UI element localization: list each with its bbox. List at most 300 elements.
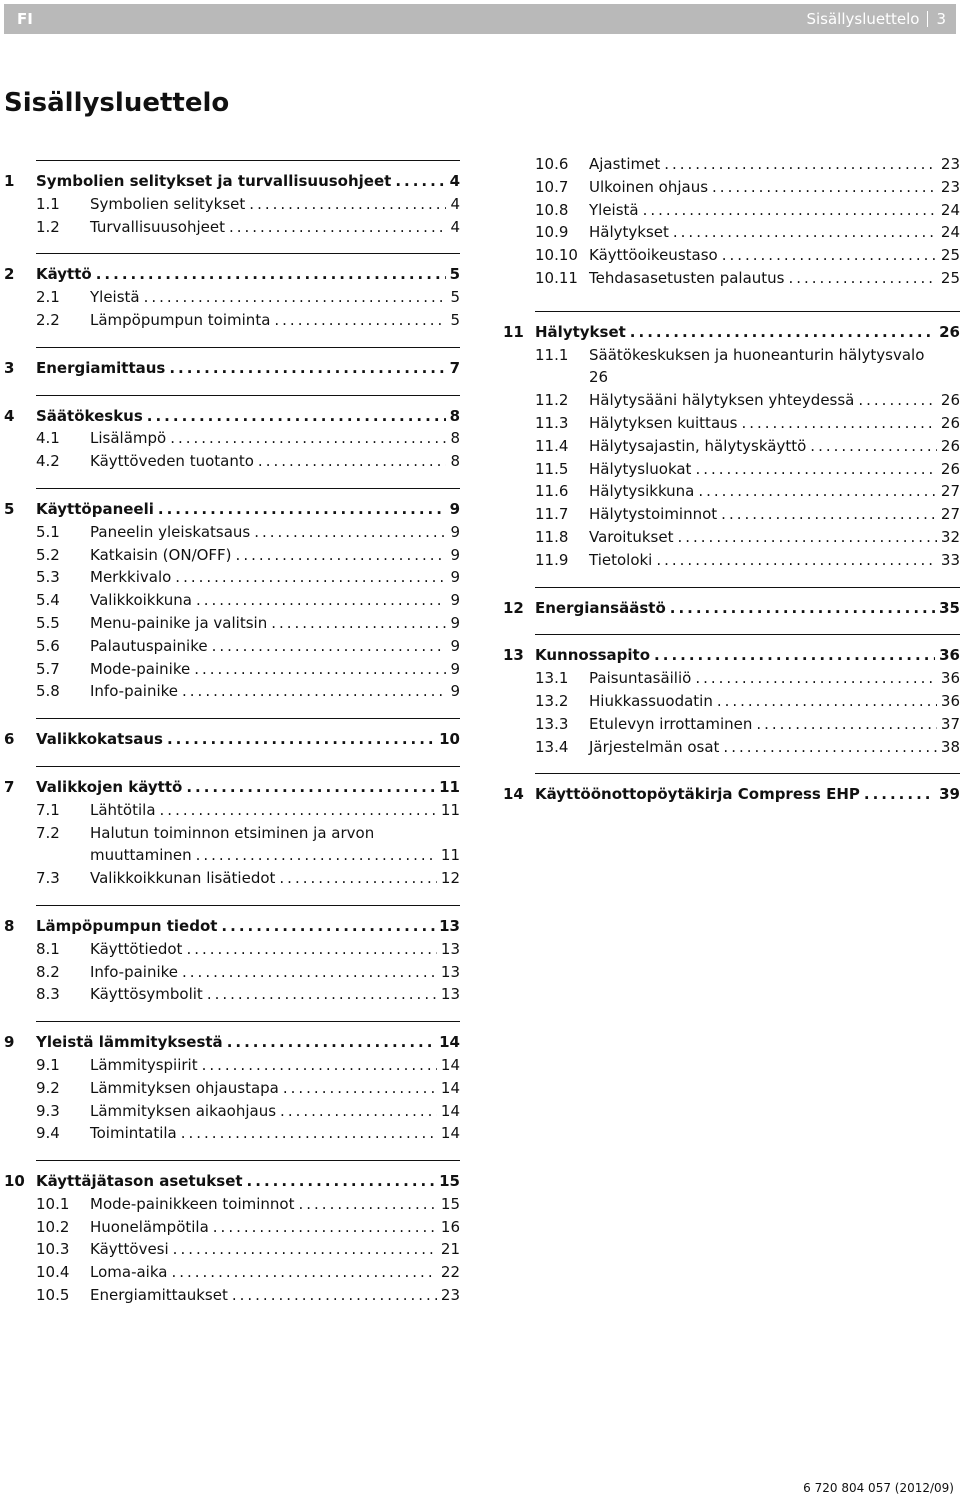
toc-title: Järjestelmän osat: [589, 737, 720, 756]
toc-number: 9.2: [36, 1078, 60, 1097]
toc-number: 11.6: [535, 482, 569, 501]
toc-title: Etulevyn irrottaminen: [589, 714, 753, 733]
toc-section-row[interactable]: [4, 635, 460, 658]
toc-page-number: 24: [940, 223, 960, 242]
toc-chapter-row[interactable]: [503, 321, 960, 344]
toc-section-row[interactable]: [4, 1261, 460, 1284]
toc-number: 5.3: [36, 568, 60, 587]
toc-title: Huonelämpötila: [90, 1217, 209, 1236]
toc-leader-dots: [247, 1170, 436, 1193]
toc-number: 4: [4, 406, 15, 425]
toc-number: 4.2: [36, 452, 60, 471]
toc-page-number: 13: [440, 962, 460, 981]
toc-title: Säätökeskus: [36, 406, 143, 425]
document-number: 6 720 804 057 (2012/09): [803, 1481, 954, 1495]
toc-leader-dots: [194, 658, 446, 681]
toc-page-number: 25: [940, 268, 960, 287]
toc-title: Käyttäjätason asetukset: [36, 1172, 243, 1191]
toc-section-row[interactable]: [503, 736, 960, 759]
toc-chapter-row[interactable]: [4, 357, 460, 380]
toc-leader-dots: [212, 635, 447, 658]
toc-leader-dots: [664, 153, 937, 176]
toc-number: 13: [503, 646, 524, 665]
toc-section-row[interactable]: [4, 1077, 460, 1100]
toc-leader-dots: [249, 193, 446, 216]
toc-section-row[interactable]: [4, 286, 460, 309]
toc-page-number: 9: [450, 545, 460, 564]
toc-leader-dots: [643, 199, 937, 222]
toc-page-number: 26: [940, 413, 960, 432]
toc-leader-dots: [181, 1122, 437, 1145]
toc-chapter-row[interactable]: [503, 783, 960, 806]
toc-leader-dots: [182, 961, 437, 984]
toc-title: Lämmityksen aikaohjaus: [90, 1101, 277, 1120]
toc-page-number: 8: [449, 406, 460, 425]
toc-title: Ajastimet: [589, 155, 661, 173]
page-title: Sisällysluettelo: [4, 88, 230, 118]
toc-chapter: [503, 634, 960, 758]
toc-page-number: 15: [440, 1194, 460, 1213]
toc-page-number: 25: [940, 246, 960, 265]
toc-chapter-row[interactable]: [4, 405, 460, 428]
toc-page-number: 5: [449, 265, 460, 284]
toc-number: 9: [4, 1033, 15, 1052]
toc-page-number: 10: [439, 730, 460, 749]
toc-title: Hälytysajastin, hälytyskäyttö: [589, 436, 807, 455]
toc-leader-dots: [723, 736, 936, 759]
toc-chapter-row[interactable]: [4, 776, 460, 799]
toc-chapter: [4, 395, 460, 473]
toc-title: Paneelin yleiskatsaus: [90, 522, 251, 541]
toc-number: 5.1: [36, 522, 60, 541]
toc-title: Toimintatila: [90, 1124, 177, 1143]
toc-leader-dots: [170, 427, 446, 450]
toc-section-row[interactable]: [503, 389, 960, 412]
toc-chapter: [4, 488, 460, 703]
toc-page-number: 9: [450, 591, 460, 610]
toc-title: Yleistä: [90, 288, 140, 307]
toc-section-row[interactable]: [503, 435, 960, 458]
toc-number: 10.6: [535, 155, 569, 173]
toc-section-row[interactable]: [4, 1100, 460, 1123]
toc-leader-dots: [167, 728, 435, 751]
toc-section-row[interactable]: [4, 1238, 460, 1261]
toc-leader-dots: [160, 799, 437, 822]
toc-number: 3: [4, 358, 15, 377]
toc-number: 5.2: [36, 545, 60, 564]
toc-page-number: 9: [450, 522, 460, 541]
toc-title: Säätökeskuksen ja huoneanturin hälytysvalo: [589, 345, 925, 364]
toc-title: Yleistä: [589, 200, 639, 219]
toc-section-row[interactable]: [503, 549, 960, 572]
toc-page-number: 39: [939, 785, 960, 804]
toc-leader-dots: [756, 713, 937, 736]
toc-title: Hälytykset: [535, 322, 626, 341]
toc-number: 7.1: [36, 800, 60, 819]
toc-title: Valikkokatsaus: [36, 730, 163, 749]
toc-page-number: 4: [450, 217, 460, 236]
toc-title: Katkaisin (ON/OFF): [90, 545, 232, 564]
toc-title: Yleistä lämmityksestä: [36, 1033, 223, 1052]
toc-chapter-row[interactable]: [4, 1170, 460, 1193]
toc-title: Loma-aika: [90, 1263, 168, 1282]
toc-section-row[interactable]: [503, 667, 960, 690]
toc-leader-dots: [717, 690, 937, 713]
toc-leader-dots: [254, 521, 446, 544]
toc-title: Kunnossapito: [535, 646, 651, 665]
toc-title: Käyttöoikeustaso: [589, 246, 718, 265]
toc-leader-dots: [147, 405, 446, 428]
header-right: [806, 10, 946, 28]
toc-page-number: 14: [440, 1055, 460, 1074]
toc-page-number: 15: [439, 1172, 460, 1191]
toc-page-number: 4: [450, 194, 460, 213]
toc-chapter-row[interactable]: [4, 170, 460, 193]
toc-title: 26: [589, 368, 609, 387]
toc-number: 8.1: [36, 939, 60, 958]
toc-section-row[interactable]: [4, 1054, 460, 1077]
toc-page-number: 9: [450, 613, 460, 632]
toc-number: 11: [503, 322, 524, 341]
toc-page-number: 8: [450, 429, 460, 448]
toc-title: Energiansäästö: [535, 598, 666, 617]
toc-page-number: 13: [440, 939, 460, 958]
toc-chapter-row[interactable]: [4, 263, 460, 286]
toc-page-number: 9: [450, 682, 460, 701]
toc-title: Tehdasasetusten palautus: [589, 268, 785, 287]
header-page-number: 3: [936, 10, 946, 28]
toc-leader-dots: [236, 544, 447, 567]
toc-chapter-row[interactable]: [4, 728, 460, 751]
toc-number: 7.2: [36, 823, 60, 842]
toc-page-number: 5: [450, 288, 460, 307]
toc-leader-dots: [227, 1031, 435, 1054]
toc-title: Käyttövesi: [90, 1240, 169, 1259]
toc-page-number: 26: [940, 459, 960, 478]
toc-page-number: 26: [940, 436, 960, 455]
toc-section-row[interactable]: [503, 176, 960, 199]
toc-leader-dots: [169, 357, 445, 380]
toc-chapter: [4, 1021, 460, 1145]
toc-number: 11.5: [535, 459, 569, 478]
toc-leader-dots: [229, 216, 446, 239]
toc-leader-dots: [271, 612, 446, 635]
toc-section-row[interactable]: [4, 309, 460, 332]
toc-leader-dots: [186, 776, 435, 799]
toc-title: Merkkivalo: [90, 568, 172, 587]
toc-page-number: 5: [450, 310, 460, 329]
toc-number: 9.1: [36, 1055, 60, 1074]
toc-page-number: 14: [439, 1033, 460, 1052]
toc-section-row[interactable]: [503, 221, 960, 244]
toc-title: Energiamittaukset: [90, 1286, 228, 1305]
toc-right-column: [503, 153, 960, 806]
toc-number: 9.4: [36, 1124, 60, 1143]
toc-number: 1.1: [36, 194, 60, 213]
toc-title: Hiukkassuodatin: [589, 691, 713, 710]
toc-title: Käyttöveden tuotanto: [90, 452, 254, 471]
toc-title: Info-painike: [90, 962, 179, 981]
toc-page-number: 14: [440, 1101, 460, 1120]
toc-number: 8.3: [36, 985, 60, 1004]
toc-chapter-row[interactable]: [4, 498, 460, 521]
toc-section-row[interactable]: [4, 799, 460, 822]
toc-leader-dots: [96, 263, 446, 286]
toc-number: 6: [4, 730, 15, 749]
toc-number: 5.4: [36, 591, 60, 610]
toc-number: 11.2: [535, 391, 569, 410]
page-header: [4, 4, 956, 34]
toc-page-number: 27: [940, 505, 960, 524]
toc-section-row[interactable]: [4, 589, 460, 612]
toc-chapter: [4, 160, 460, 238]
toc-section-row[interactable]: [4, 961, 460, 984]
toc-number: 11.9: [535, 550, 569, 569]
toc-leader-dots: [695, 667, 937, 690]
toc-number: 5.7: [36, 659, 60, 678]
toc-title: Symbolien selitykset ja turvallisuusohjeet: [36, 172, 392, 190]
toc-section-row[interactable]: [4, 1216, 460, 1239]
toc-number: 10.4: [36, 1263, 70, 1282]
toc-title: Käyttötiedot: [90, 939, 183, 958]
toc-section-row[interactable]: [4, 216, 460, 239]
toc-number: 11.8: [535, 527, 569, 546]
toc-page-number: 8: [450, 452, 460, 471]
toc-title: Mode-painike: [90, 659, 191, 678]
toc-page-number: 23: [440, 1286, 460, 1305]
toc-title: Lämmityspiirit: [90, 1055, 198, 1074]
toc-page-number: 9: [450, 636, 460, 655]
toc-section-row[interactable]: [4, 822, 460, 845]
toc-section-row[interactable]: [4, 867, 460, 890]
toc-leader-dots: [232, 1284, 437, 1307]
toc-page-number: 11: [440, 800, 460, 819]
toc-section-row[interactable]: [4, 450, 460, 473]
toc-number: 8: [4, 916, 15, 935]
toc-page-number: 38: [940, 737, 960, 756]
toc-leader-dots: [207, 983, 437, 1006]
toc-leader-dots: [712, 176, 937, 199]
toc-chapter: [503, 311, 960, 572]
toc-section-row[interactable]: [503, 412, 960, 435]
toc-number: 13.4: [535, 737, 569, 756]
toc-page-number: 12: [440, 869, 460, 888]
toc-number: 14: [503, 785, 524, 804]
toc-page-number: 7: [449, 358, 460, 377]
toc-number: 10.8: [535, 200, 569, 219]
toc-section-row[interactable]: [4, 566, 460, 589]
toc-title: Valikkoikkunan lisätiedot: [90, 869, 276, 888]
toc-leader-dots: [698, 480, 937, 503]
toc-section-row[interactable]: [503, 244, 960, 267]
toc-number: 8.2: [36, 962, 60, 981]
toc-right-chapters: [503, 311, 960, 806]
toc-title: Paisuntasäiliö: [589, 669, 692, 688]
toc-leader-dots: [864, 783, 935, 806]
toc-page-number: 13: [440, 985, 460, 1004]
toc-title: Palautuspainike: [90, 636, 208, 655]
toc-leader-dots: [630, 321, 935, 344]
toc-number: 11.3: [535, 413, 569, 432]
toc-section-row[interactable]: [4, 680, 460, 703]
toc-title: Lämmityksen ohjaustapa: [90, 1078, 279, 1097]
toc-section-row[interactable]: [503, 344, 960, 367]
toc-page-number: 36: [940, 691, 960, 710]
toc-section-row[interactable]: [503, 480, 960, 503]
toc-number: 10: [4, 1172, 25, 1191]
toc-title: Lähtötila: [90, 800, 156, 819]
toc-number: 10.1: [36, 1194, 70, 1213]
toc-leader-dots: [858, 389, 937, 412]
toc-page-number: 21: [440, 1240, 460, 1259]
toc-section-row[interactable]: [4, 658, 460, 681]
toc-leader-dots: [221, 915, 435, 938]
header-section-title: Sisällysluettelo: [806, 10, 920, 28]
toc-section-row[interactable]: [503, 526, 960, 549]
toc-title: Halutun toiminnon etsiminen ja arvon: [90, 823, 375, 842]
toc-leader-dots: [171, 1261, 436, 1284]
toc-leader-dots: [186, 938, 436, 961]
toc-leader-dots: [196, 589, 447, 612]
toc-left-column: [4, 160, 460, 1307]
toc-number: 10.3: [36, 1240, 70, 1259]
toc-number: 13.1: [535, 669, 569, 688]
toc-number: 10.10: [535, 246, 578, 265]
toc-leader-dots: [677, 526, 936, 549]
toc-page-number: 14: [440, 1078, 460, 1097]
toc-page-number: 9: [450, 568, 460, 587]
toc-section-row[interactable]: [503, 153, 960, 176]
toc-chapter-row[interactable]: [503, 644, 960, 667]
toc-chapter: [503, 773, 960, 806]
toc-number: 5: [4, 499, 15, 518]
toc-page-number: 9: [449, 499, 460, 518]
toc-leader-dots: [395, 170, 445, 193]
toc-page-number: 11: [440, 846, 460, 865]
toc-section-row[interactable]: [4, 844, 460, 867]
toc-leader-dots: [196, 844, 437, 867]
toc-number: 7: [4, 777, 15, 796]
toc-section-row[interactable]: [4, 521, 460, 544]
toc-section-row[interactable]: [4, 544, 460, 567]
toc-section-row[interactable]: [4, 1284, 460, 1307]
toc-leader-dots: [173, 1238, 437, 1261]
toc-page-number: 23: [940, 177, 960, 196]
toc-title: Hälytysluokat: [589, 459, 692, 478]
toc-section-row[interactable]: [4, 1193, 460, 1216]
toc-section-row[interactable]: [4, 1122, 460, 1145]
toc-number: 11.4: [535, 436, 569, 455]
toc-title: Valikkoikkuna: [90, 591, 192, 610]
toc-section-row[interactable]: [503, 503, 960, 526]
toc-chapter: [4, 766, 460, 890]
toc-number: 10.7: [535, 177, 569, 196]
toc-leader-dots: [656, 549, 937, 572]
toc-page-number: 16: [440, 1217, 460, 1236]
toc-chapter: [4, 718, 460, 751]
toc-number: 5.8: [36, 682, 60, 701]
toc-title: Turvallisuusohjeet: [90, 217, 225, 236]
toc-title: Hälytystoiminnot: [589, 505, 718, 524]
toc-number: 2.2: [36, 310, 60, 329]
toc-title: Käyttöönottopöytäkirja Compress EHP: [535, 785, 860, 804]
toc-section-row[interactable]: [4, 427, 460, 450]
toc-leader-dots: [722, 244, 937, 267]
toc-leader-dots: [695, 458, 936, 481]
toc-leader-dots: [721, 503, 937, 526]
toc-chapter: [4, 1160, 460, 1307]
toc-leader-dots: [274, 309, 446, 332]
toc-section-row[interactable]: [4, 983, 460, 1006]
toc-number: 5.6: [36, 636, 60, 655]
toc-title: Lisälämpö: [90, 429, 167, 448]
toc-number: 2: [4, 265, 15, 284]
toc-number: 9.3: [36, 1101, 60, 1120]
toc-title: Käyttöpaneeli: [36, 499, 154, 518]
toc-chapter: [503, 587, 960, 620]
toc-title: Menu-painike ja valitsin: [90, 613, 268, 632]
toc-page-number: 24: [940, 200, 960, 219]
toc-number: 11.1: [535, 345, 569, 364]
toc-page-number: 22: [440, 1263, 460, 1282]
toc-leader-dots: [158, 498, 446, 521]
toc-section-row[interactable]: [503, 713, 960, 736]
toc-title: Käyttö: [36, 265, 92, 284]
toc-section-row[interactable]: [503, 366, 960, 389]
toc-section-row[interactable]: [4, 612, 460, 635]
toc-title: Symbolien selitykset: [90, 194, 246, 213]
toc-title: Ulkoinen ohjaus: [589, 177, 709, 196]
header-divider: [927, 11, 928, 27]
toc-section-row[interactable]: [503, 199, 960, 222]
toc-title: Käyttösymbolit: [90, 985, 203, 1004]
toc-page-number: 14: [440, 1124, 460, 1143]
toc-page-number: 9: [450, 659, 460, 678]
toc-leader-dots: [654, 644, 935, 667]
toc-section-row[interactable]: [4, 938, 460, 961]
toc-number: 1: [4, 172, 15, 190]
toc-page-number: 26: [939, 322, 960, 341]
toc-number: 1.2: [36, 217, 60, 236]
toc-chapter-row[interactable]: [4, 1031, 460, 1054]
toc-leader-dots: [810, 435, 937, 458]
toc-leader-dots: [670, 597, 935, 620]
toc-number: 10.11: [535, 268, 578, 287]
toc-section-row[interactable]: [503, 690, 960, 713]
toc-number: 12: [503, 598, 524, 617]
toc-page-number: 13: [439, 916, 460, 935]
toc-section-row[interactable]: [503, 267, 960, 290]
toc-leader-dots: [788, 267, 936, 290]
toc-number: 4.1: [36, 429, 60, 448]
toc-title: Energiamittaus: [36, 358, 166, 377]
toc-chapter-row[interactable]: [4, 915, 460, 938]
toc-page-number: 23: [940, 155, 960, 173]
toc-section-row[interactable]: [4, 193, 460, 216]
toc-title: Info-painike: [90, 682, 179, 701]
toc-page-number: 26: [940, 391, 960, 410]
language-code: FI: [17, 10, 33, 28]
toc-chapter: [4, 347, 460, 380]
toc-chapter-row[interactable]: [503, 597, 960, 620]
toc-number: 7.3: [36, 869, 60, 888]
toc-number: 10.2: [36, 1217, 70, 1236]
toc-leader-dots: [202, 1054, 437, 1077]
toc-number: 11.7: [535, 505, 569, 524]
toc-section-row[interactable]: [503, 458, 960, 481]
toc-title: Tietoloki: [589, 550, 653, 569]
toc-number: 2.1: [36, 288, 60, 307]
